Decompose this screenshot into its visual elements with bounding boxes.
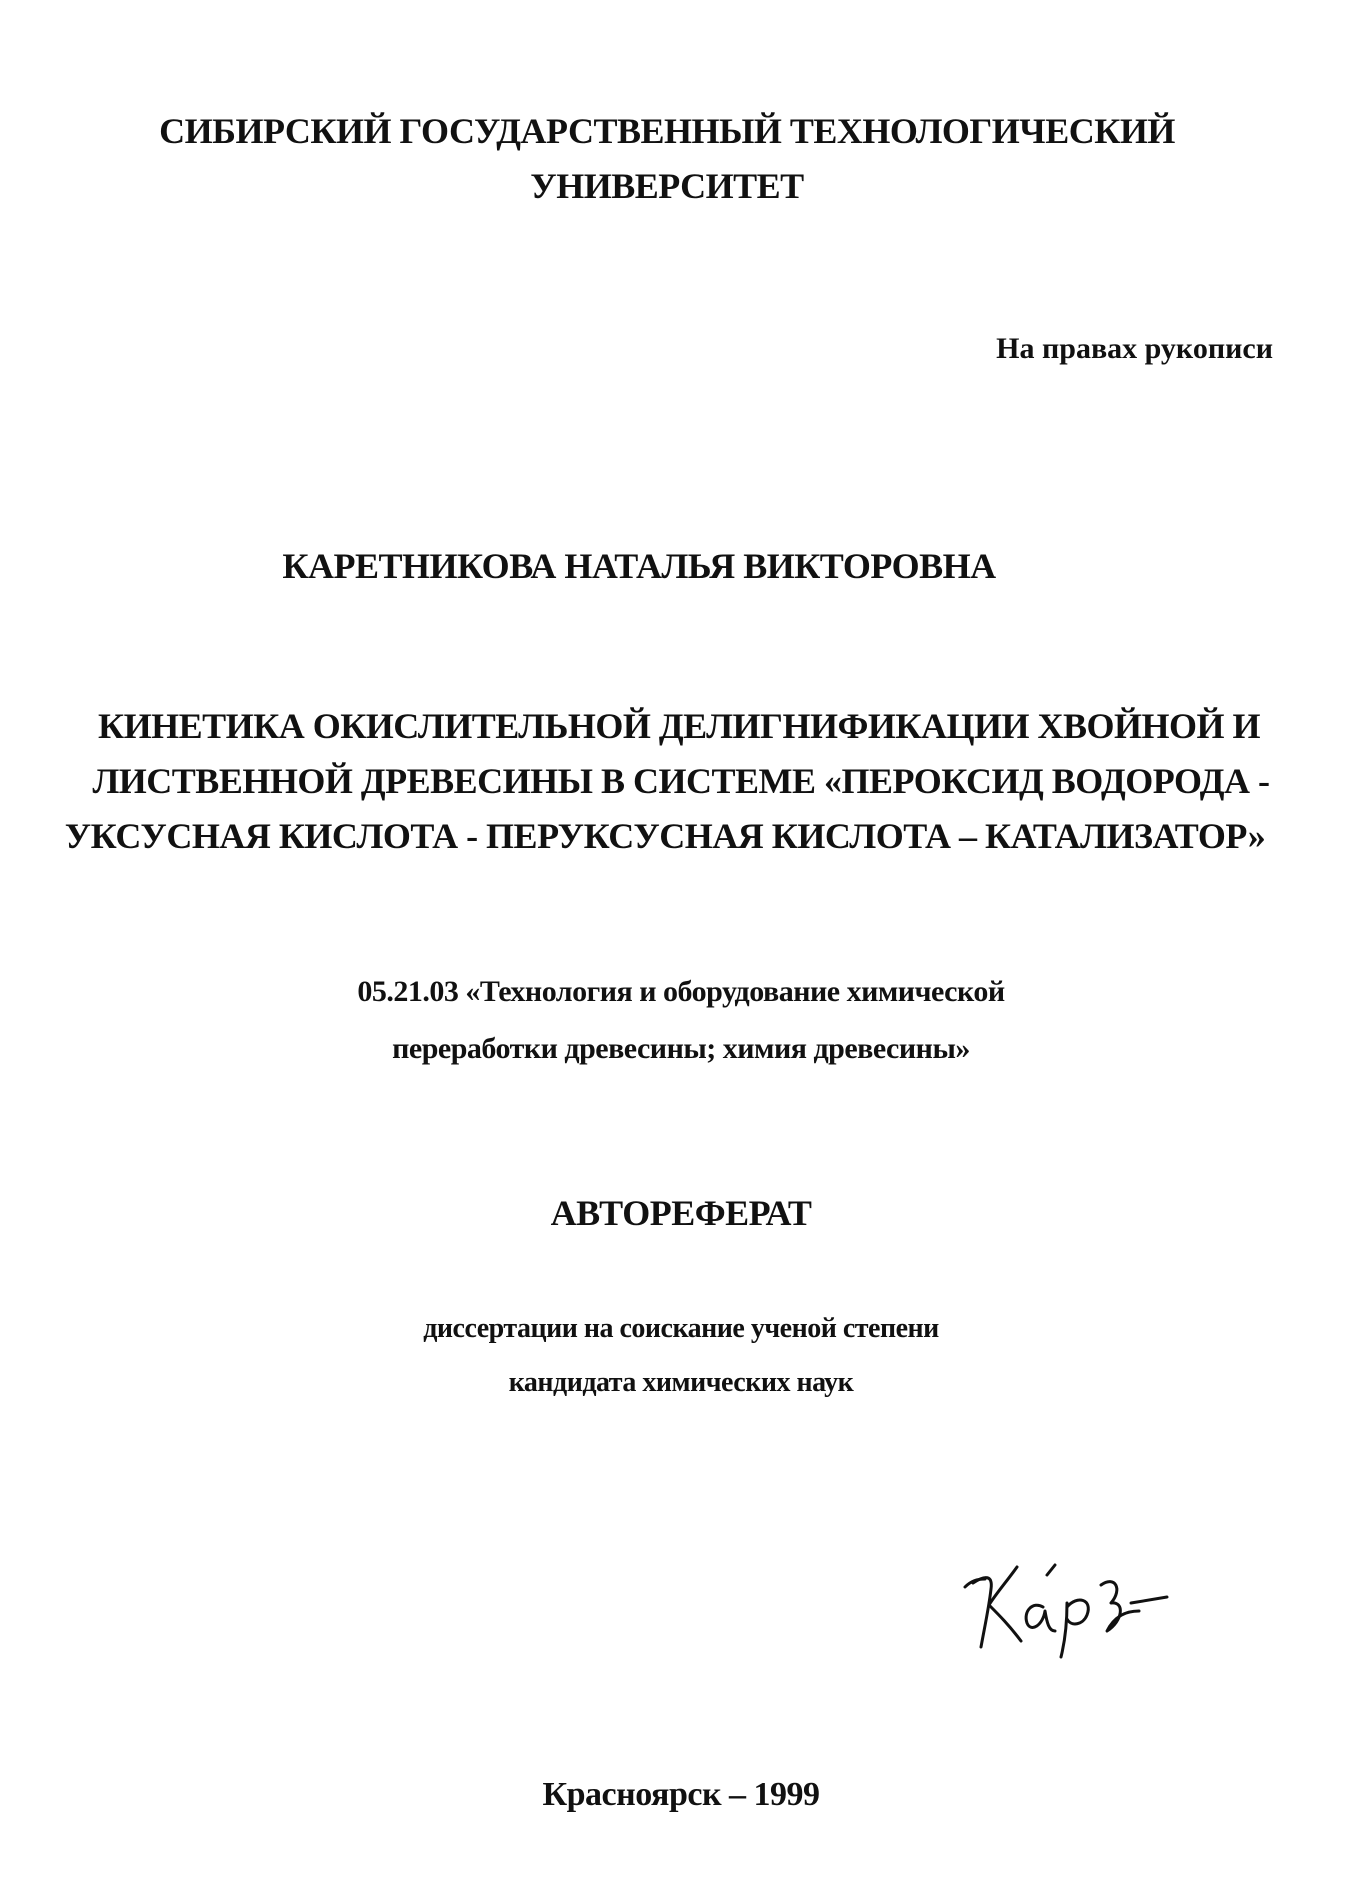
university-name-line2: УНИВЕРСИТЕТ [530, 166, 804, 206]
author-name: КАРЕТНИКОВА НАТАЛЬЯ ВИКТОРОВНА [282, 546, 996, 586]
handwritten-signature [955, 1545, 1170, 1660]
degree-line1: диссертации на соискание ученой степени [423, 1313, 939, 1344]
dissertation-title-line3: УКСУСНАЯ КИСЛОТА - ПЕРУКСУСНАЯ КИСЛОТА – КАТАЛИЗАТОР» [64, 816, 1266, 856]
dissertation-title-line2: ЛИСТВЕННОЙ ДРЕВЕСИНЫ В СИСТЕМЕ «ПЕРОКСИД ВОДОРОДА - [92, 761, 1270, 801]
university-name-line1: СИБИРСКИЙ ГОСУДАРСТВЕННЫЙ ТЕХНОЛОГИЧЕСКИЙ [159, 111, 1175, 151]
degree-line2: кандидата химических наук [508, 1367, 854, 1398]
place-and-year: Красноярск – 1999 [542, 1776, 820, 1813]
dissertation-title-line1: КИНЕТИКА ОКИСЛИТЕЛЬНОЙ ДЕЛИГНИФИКАЦИИ ХВОЙНОЙ И [97, 706, 1261, 746]
manuscript-note: На правах рукописи [996, 332, 1273, 365]
specialty-line1: 05.21.03 «Технология и оборудование химической [357, 975, 1005, 1008]
specialty-line2: переработки древесины; химия древесины» [392, 1032, 970, 1065]
document-type: АВТОРЕФЕРАТ [550, 1193, 812, 1233]
